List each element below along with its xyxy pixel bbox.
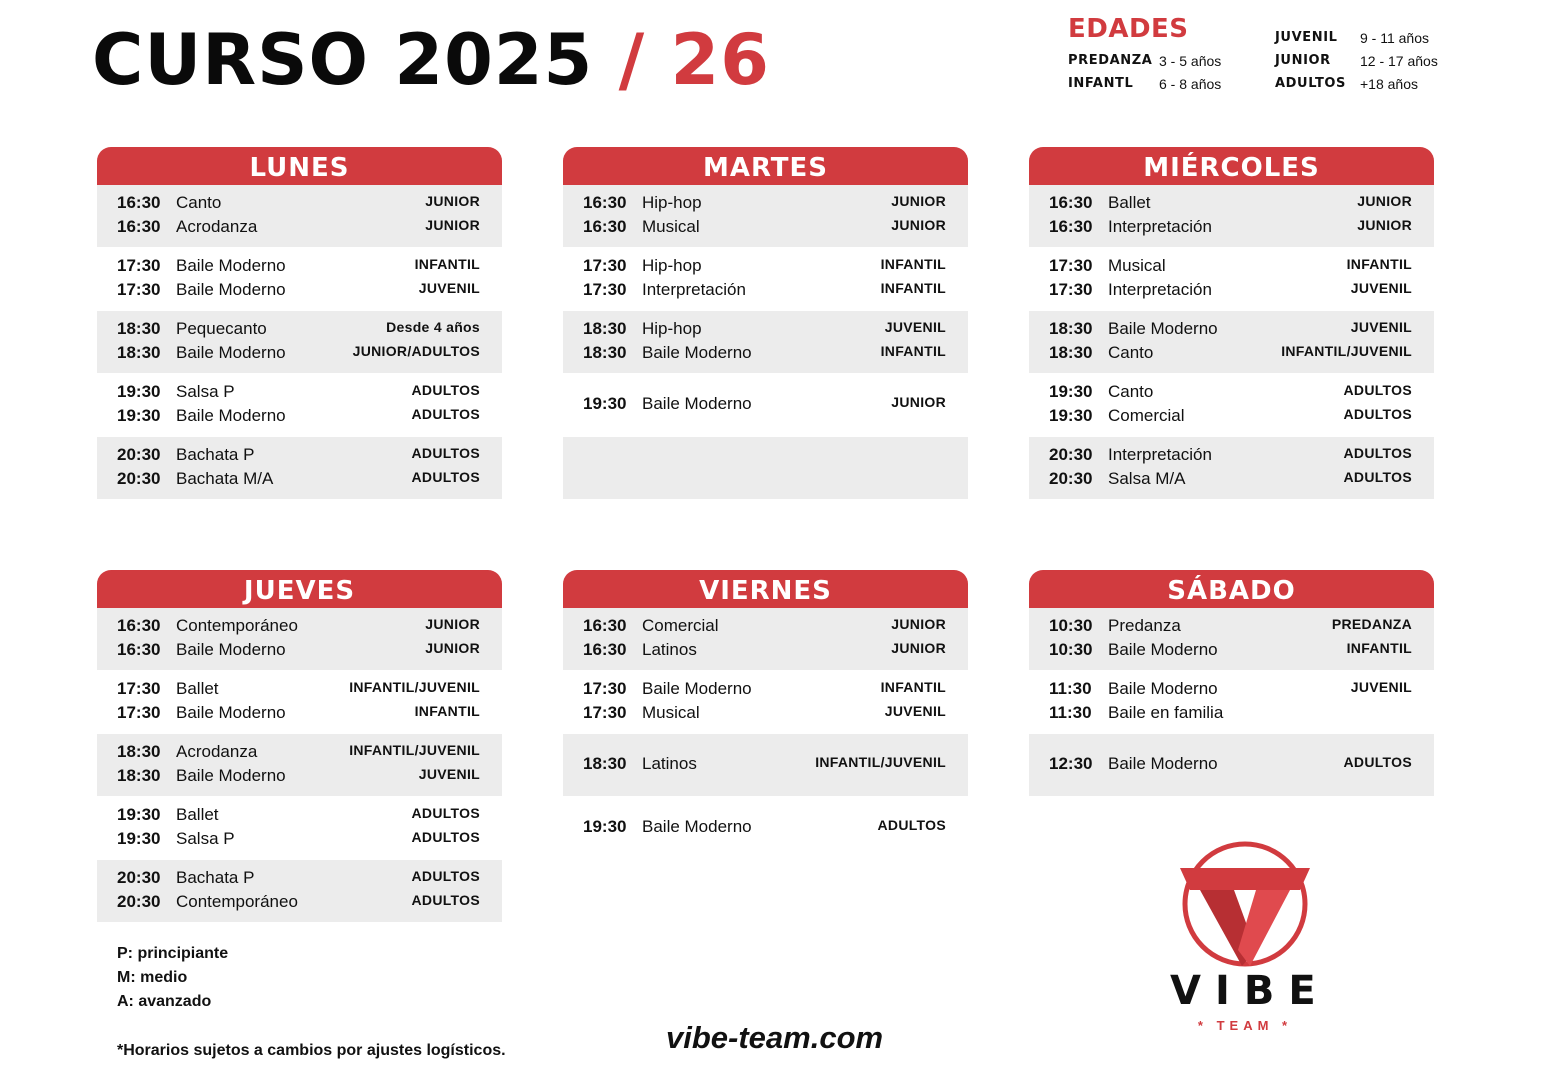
class-name: Baile Moderno [642,343,752,362]
time-block [97,797,502,859]
class-time: 16:30 [117,193,161,212]
time-block [563,185,968,247]
title-accent: / 26 [618,19,770,101]
class-level: ADULTOS [1343,382,1412,398]
class-time: 19:30 [117,406,161,425]
day-card-jueves [97,570,502,923]
class-time: 10:30 [1049,640,1093,659]
class-level: JUNIOR [891,394,946,410]
class-level: INFANTIL [880,256,946,272]
class-time: 16:30 [1049,193,1093,212]
class-row [97,469,502,493]
class-level: JUVENIL [418,766,480,782]
class-level: JUNIOR/ADULTOS [352,343,480,359]
class-level: INFANTIL/JUVENIL [1281,343,1412,359]
class-name: Baile Moderno [176,640,286,659]
class-name: Baile en familia [1108,703,1224,722]
class-name: Ballet [176,679,219,698]
class-row [1029,382,1434,406]
class-level: INFANTIL [880,280,946,296]
time-block [97,734,502,796]
class-row [97,742,502,766]
class-level: JUVENIL [1350,319,1412,335]
time-block [97,311,502,373]
class-name: Ballet [1108,193,1151,212]
class-time: 17:30 [1049,280,1093,299]
class-level: JUNIOR [425,640,480,656]
class-row [563,703,968,727]
class-level: ADULTOS [1343,445,1412,461]
time-block [1029,248,1434,310]
class-name: Interpretación [1108,445,1212,464]
class-row [1029,193,1434,217]
website-link[interactable]: vibe-team.com [666,1020,884,1055]
class-level: ADULTOS [411,829,480,845]
class-level: JUNIOR [891,640,946,656]
class-row [97,616,502,640]
ages-heading: EDADES [1068,14,1189,44]
class-time: 19:30 [583,394,627,413]
class-row [97,343,502,367]
class-time: 18:30 [117,766,161,785]
time-block [97,248,502,310]
class-time: 18:30 [583,343,627,362]
class-time: 17:30 [117,679,161,698]
age-range: 12 - 17 años [1360,53,1438,69]
class-row [563,616,968,640]
class-level: JUNIOR [1357,217,1412,233]
class-row [1029,280,1434,304]
class-row [97,805,502,829]
class-time: 19:30 [117,829,161,848]
class-time: 17:30 [583,256,627,275]
class-level: ADULTOS [411,406,480,422]
class-time: 18:30 [1049,343,1093,362]
class-time: 16:30 [117,217,161,236]
class-time: 17:30 [583,679,627,698]
class-row [563,679,968,703]
class-time: 17:30 [117,256,161,275]
day-card-sabado [1029,570,1434,797]
age-label: INFANTL [1068,76,1134,91]
age-label: JUNIOR [1275,53,1331,68]
class-time: 16:30 [117,616,161,635]
class-level: INFANTIL/JUVENIL [815,754,946,770]
day-header: SÁBADO [1029,570,1434,608]
class-name: Interpretación [1108,280,1212,299]
class-row [97,868,502,892]
class-name: Musical [642,703,700,722]
class-row [1029,616,1434,640]
class-name: Baile Moderno [642,817,752,836]
time-block [563,671,968,733]
class-time: 20:30 [1049,469,1093,488]
class-time: 17:30 [583,703,627,722]
class-level: JUNIOR [891,217,946,233]
class-level: PREDANZA [1331,616,1412,632]
class-time: 16:30 [583,640,627,659]
legend-avanzado: A: avanzado [117,993,212,1010]
class-name: Bachata M/A [176,469,274,488]
class-row [563,280,968,304]
class-level: JUNIOR [891,616,946,632]
time-block [563,608,968,670]
class-level: ADULTOS [1343,469,1412,485]
class-row [97,445,502,469]
class-time: 19:30 [1049,406,1093,425]
class-row [97,382,502,406]
time-block [97,185,502,247]
class-level: INFANTIL [1346,640,1412,656]
time-block [97,860,502,922]
class-level: JUVENIL [1350,679,1412,695]
class-row [1029,640,1434,664]
class-name: Latinos [642,754,697,773]
class-row [97,217,502,241]
class-row [97,892,502,916]
class-time: 16:30 [1049,217,1093,236]
class-name: Interpretación [642,280,746,299]
time-block [1029,608,1434,670]
time-block [1029,437,1434,499]
class-row [1029,754,1434,778]
class-time: 19:30 [117,805,161,824]
class-name: Salsa M/A [1108,469,1186,488]
class-name: Contemporáneo [176,892,298,911]
class-time: 19:30 [117,382,161,401]
class-level: JUNIOR [425,616,480,632]
class-row [563,217,968,241]
time-block [563,374,968,436]
class-row [97,319,502,343]
class-row [563,640,968,664]
class-time: 12:30 [1049,754,1093,773]
class-time: 18:30 [583,319,627,338]
class-name: Latinos [642,640,697,659]
day-header: MIÉRCOLES [1029,147,1434,185]
class-name: Bachata P [176,445,255,464]
class-level: JUNIOR [891,193,946,209]
class-name: Baile Moderno [176,766,286,785]
time-block [563,437,968,499]
time-block [1029,374,1434,436]
time-block [563,734,968,796]
class-name: Baile Moderno [1108,754,1218,773]
time-block [1029,185,1434,247]
class-name: Hip-hop [642,319,702,338]
class-level: INFANTIL [880,343,946,359]
class-time: 16:30 [583,217,627,236]
class-level: JUNIOR [1357,193,1412,209]
class-level: ADULTOS [411,868,480,884]
time-block [97,437,502,499]
class-row [563,193,968,217]
class-level: Desde 4 años [386,319,480,335]
class-name: Musical [642,217,700,236]
time-block [1029,671,1434,733]
class-name: Comercial [642,616,719,635]
class-row [97,766,502,790]
class-time: 10:30 [1049,616,1093,635]
class-name: Interpretación [1108,217,1212,236]
class-row [97,829,502,853]
class-row [1029,469,1434,493]
class-row [1029,343,1434,367]
class-name: Baile Moderno [176,343,286,362]
class-level: INFANTIL [414,703,480,719]
class-time: 16:30 [583,616,627,635]
class-level: JUVENIL [418,280,480,296]
class-level: ADULTOS [411,805,480,821]
class-row [1029,445,1434,469]
class-level: INFANTIL/JUVENIL [349,742,480,758]
class-time: 16:30 [117,640,161,659]
class-level: JUVENIL [884,319,946,335]
time-block [1029,311,1434,373]
class-time: 20:30 [117,868,161,887]
day-header: VIERNES [563,570,968,608]
disclaimer: *Horarios sujetos a cambios por ajustes logísticos. [117,1042,506,1059]
class-name: Hip-hop [642,256,702,275]
class-time: 17:30 [1049,256,1093,275]
page-title [92,20,770,100]
class-time: 18:30 [583,754,627,773]
logo-subtitle: * TEAM * [1197,1018,1293,1033]
day-header: LUNES [97,147,502,185]
class-level: INFANTIL/JUVENIL [349,679,480,695]
class-level: JUVENIL [1350,280,1412,296]
class-time: 20:30 [117,892,161,911]
class-level: ADULTOS [877,817,946,833]
class-level: ADULTOS [411,382,480,398]
class-time: 16:30 [583,193,627,212]
day-card-viernes [563,570,968,860]
title-main: CURSO 2025 [92,19,594,101]
class-level: INFANTIL [880,679,946,695]
age-range: 6 - 8 años [1159,76,1222,92]
class-level: INFANTIL [1346,256,1412,272]
class-row [563,754,968,778]
class-name: Baile Moderno [176,280,286,299]
day-card-martes [563,147,968,500]
time-block [97,374,502,436]
class-name: Baile Moderno [1108,319,1218,338]
class-row [1029,703,1434,727]
class-time: 20:30 [117,445,161,464]
class-row [1029,217,1434,241]
class-level: JUNIOR [425,217,480,233]
time-block [97,608,502,670]
class-name: Pequecanto [176,319,267,338]
class-level: ADULTOS [1343,754,1412,770]
logo-wordmark: VIBE [1170,968,1330,1014]
class-row [97,703,502,727]
class-level: JUNIOR [425,193,480,209]
day-header: MARTES [563,147,968,185]
class-name: Canto [1108,382,1154,401]
class-time: 18:30 [117,319,161,338]
age-range: +18 años [1360,76,1418,92]
class-row [563,256,968,280]
class-name: Hip-hop [642,193,702,212]
class-row [563,817,968,841]
time-block [97,671,502,733]
class-name: Salsa P [176,829,235,848]
class-name: Bachata P [176,868,255,887]
class-name: Contemporáneo [176,616,298,635]
class-level: INFANTIL [414,256,480,272]
class-row [97,406,502,430]
class-name: Acrodanza [176,217,258,236]
class-time: 18:30 [1049,319,1093,338]
class-time: 17:30 [583,280,627,299]
class-time: 20:30 [1049,445,1093,464]
class-row [97,679,502,703]
class-row [563,319,968,343]
class-name: Ballet [176,805,219,824]
age-label: JUVENIL [1275,30,1338,45]
class-time: 20:30 [117,469,161,488]
legend-medio: M: medio [117,969,188,986]
class-name: Comercial [1108,406,1185,425]
day-header: JUEVES [97,570,502,608]
class-level: ADULTOS [411,445,480,461]
day-card-lunes [97,147,502,500]
time-block [563,797,968,859]
class-name: Baile Moderno [642,394,752,413]
time-block [1029,734,1434,796]
class-level: ADULTOS [1343,406,1412,422]
class-row [97,193,502,217]
class-row [563,343,968,367]
age-range: 9 - 11 años [1360,30,1430,46]
class-name: Predanza [1108,616,1181,635]
class-row [1029,319,1434,343]
age-label: PREDANZA [1068,53,1153,68]
class-time: 11:30 [1049,703,1092,722]
class-name: Canto [176,193,222,212]
class-level: ADULTOS [411,892,480,908]
class-row [97,640,502,664]
class-time: 17:30 [117,280,161,299]
class-name: Baile Moderno [1108,679,1218,698]
class-row [563,394,968,418]
class-row [1029,406,1434,430]
class-name: Acrodanza [176,742,258,761]
class-row [1029,256,1434,280]
class-time: 17:30 [117,703,161,722]
class-time: 19:30 [583,817,627,836]
class-row [97,256,502,280]
class-time: 11:30 [1049,679,1092,698]
class-name: Baile Moderno [642,679,752,698]
class-level: ADULTOS [411,469,480,485]
class-name: Baile Moderno [176,256,286,275]
class-row [1029,679,1434,703]
class-time: 18:30 [117,343,161,362]
class-name: Canto [1108,343,1154,362]
class-row [97,280,502,304]
class-name: Baile Moderno [1108,640,1218,659]
age-label: ADULTOS [1275,76,1347,91]
age-range: 3 - 5 años [1159,53,1222,69]
class-time: 19:30 [1049,382,1093,401]
time-block [563,248,968,310]
class-name: Baile Moderno [176,703,286,722]
time-block [563,311,968,373]
legend-principiante: P: principiante [117,945,229,962]
class-name: Baile Moderno [176,406,286,425]
class-level: JUVENIL [884,703,946,719]
class-name: Musical [1108,256,1166,275]
class-name: Salsa P [176,382,235,401]
day-card-miercoles [1029,147,1434,500]
class-time: 18:30 [117,742,161,761]
